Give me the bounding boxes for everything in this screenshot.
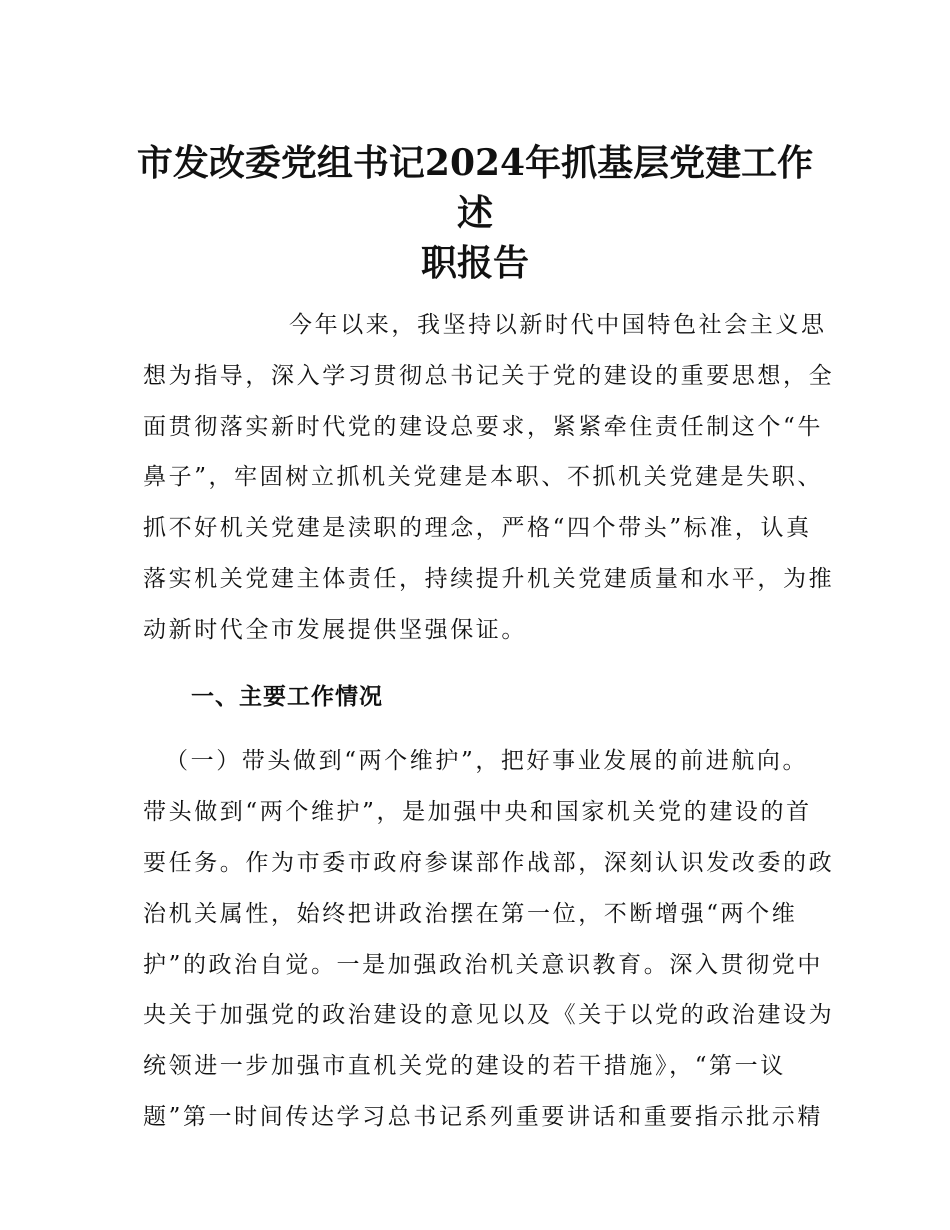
section-line: （一）带头做到“两个维护”，把好事业发展的前进航向。 [165, 748, 809, 775]
intro-line: 面贯彻落实新时代党的建设总要求，紧紧牵住责任制这个“牛 [143, 413, 823, 440]
section-line: 统领进一步加强市直机关党的建设的若干措施》，“第一议 [143, 1053, 786, 1080]
intro-line: 动新时代全市发展提供坚强保证。 [143, 616, 527, 643]
intro-line: 抓不好机关党建是渎职的理念，严格“四个带头”标准，认真 [143, 515, 812, 542]
document-body [143, 300, 835, 1143]
intro-line: 今年以来，我坚持以新时代中国特色社会主义思 [289, 312, 827, 338]
intro-line: 落实机关党建主体责任，持续提升机关党建质量和水平，为推 [143, 565, 835, 592]
section-line: 要任务。作为市委市政府参谋部作战部，深刻认识发改委的政 [143, 849, 835, 876]
document-title [120, 138, 830, 288]
section-heading: 一、主要工作情况 [191, 683, 383, 710]
intro-line: 想为指导，深入学习贯彻总书记关于党的建设的重要思想，全 [143, 362, 835, 389]
section-line: 带头做到“两个维护”，是加强中央和国家机关党的建设的首 [143, 799, 812, 826]
title-line-1: 市发改委党组书记2024年抓基层党建工作述 [136, 142, 814, 235]
title-line-2: 职报告 [420, 242, 529, 285]
section-line: 央关于加强党的政治建设的意见以及《关于以党的政治建设为 [143, 1002, 835, 1029]
section-line: 护”的政治自觉。一是加强政治机关意识教育。深入贯彻党中 [143, 951, 823, 978]
intro-line: 鼻子”，牢固树立抓机关党建是本职、不抓机关党建是失职、 [143, 464, 823, 491]
section-line: 题”第一时间传达学习总书记系列重要讲话和重要指示批示精 [143, 1103, 823, 1130]
section-line: 治机关属性，始终把讲政治摆在第一位，不断增强“两个维 [143, 900, 798, 927]
